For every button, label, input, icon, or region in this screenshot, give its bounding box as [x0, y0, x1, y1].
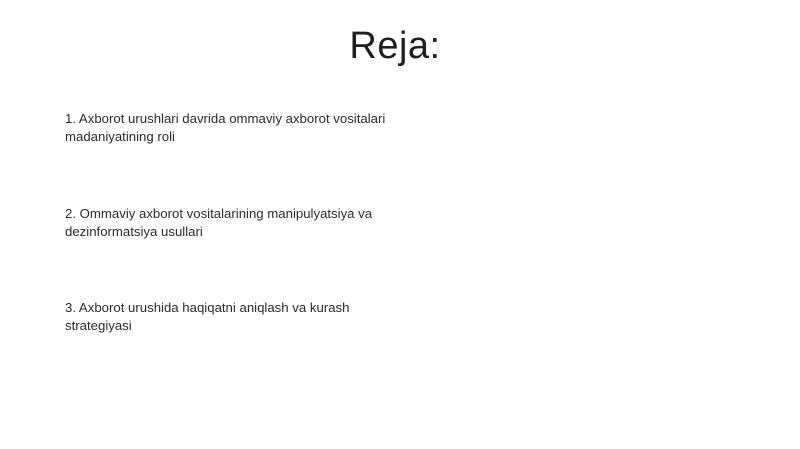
agenda-item: 1. Axborot urushlari davrida ommaviy axborot vositalari madaniyatining roli: [65, 111, 386, 144]
slide-title: Reja:: [349, 25, 441, 67]
agenda-item: 3. Axborot urushida haqiqatni aniqlash va kurash strategiyasi: [65, 300, 350, 333]
agenda-item: 2. Ommaviy axborot vositalarining manipulyatsiya va dezinformatsiya usullari: [65, 206, 373, 239]
